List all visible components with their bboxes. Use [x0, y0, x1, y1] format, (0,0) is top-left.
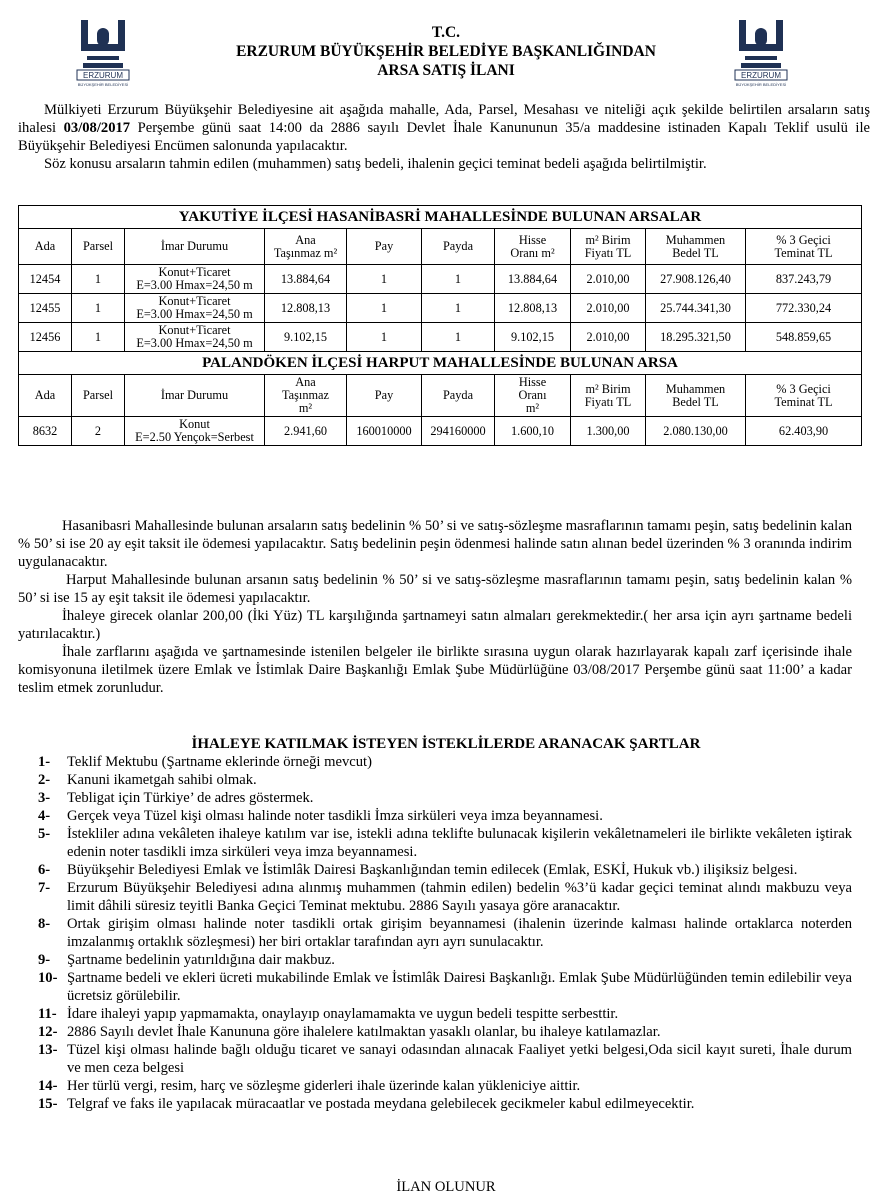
table-cell: 1: [347, 294, 422, 323]
table-row: [19, 417, 862, 446]
table-cell: 1.600,10: [495, 417, 571, 446]
column-header: Ada: [19, 229, 72, 265]
list-item: [38, 1041, 852, 1077]
table-cell: 2.010,00: [571, 323, 646, 352]
item-text: İdare ihaleyi yapıp yapmamakta, onaylayıp onaylamamakta ve uygun bedeli tespitte serbesttir.: [67, 1006, 619, 1022]
table-cell: 8632: [19, 417, 72, 446]
intro-p1-end: Perşembe günü saat 14:00 da 2886 sayılı Devlet İhale Kanununun 35/a maddesine istinaden Kapalı Teklif usulü ile Büyükşehir Belediyesi Encümen salonunda yapılacaktır.: [18, 120, 870, 154]
table-cell: 1: [347, 265, 422, 294]
header-tc: T.C.: [431, 24, 461, 41]
column-header: Pay: [347, 375, 422, 417]
column-header: m² Birim Fiyatı TL: [571, 229, 646, 265]
table-cell: 837.243,79: [746, 265, 862, 294]
table-cell: 25.744.341,30: [646, 294, 746, 323]
terms-paragraph: İhale zarflarını aşağıda ve şartnamesinde istenilen belgeler ile birlikte sırasına uygun olarak hazırlayarak kapalı zarf içerisinde ihale komisyonuna iletilmek üzere Emlak ve İstimlak Daire Başkanlığı Emlak Şube Müdürlüğüne 03/08/2017 Perşembe günü saat 11:00’ a kadar teslim etmek zorunludur.: [18, 644, 852, 696]
item-text: Şartname bedelinin yatırıldığına dair makbuz.: [67, 952, 335, 968]
list-item: [38, 1077, 852, 1095]
table-cell: 1: [72, 323, 125, 352]
column-header: % 3 Geçici Teminat TL: [746, 375, 862, 417]
table-cell: Konut+Ticaret E=3.00 Hmax=24,50 m: [125, 265, 265, 294]
item-number: 4-: [38, 808, 51, 824]
table-cell: 13.884,64: [495, 265, 571, 294]
table-cell: 12.808,13: [265, 294, 347, 323]
item-number: 14-: [38, 1078, 58, 1094]
table-cell: 548.859,65: [746, 323, 862, 352]
item-text: Her türlü vergi, resim, harç ve sözleşme giderleri ihale üzerinde kalan yükleniciye aittir.: [67, 1078, 581, 1094]
logo-subtext: BÜYÜKŞEHİR BELEDİYESİ: [735, 82, 787, 87]
column-header: Muhammen Bedel TL: [646, 375, 746, 417]
column-header: Parsel: [72, 375, 125, 417]
list-item: [38, 1023, 852, 1041]
table-cell: 27.908.126,40: [646, 265, 746, 294]
column-header: % 3 Geçici Teminat TL: [746, 229, 862, 265]
column-header: Hisse Oranı m²: [495, 375, 571, 417]
table-cell: 294160000: [422, 417, 495, 446]
table-cell: Konut+Ticaret E=3.00 Hmax=24,50 m: [125, 323, 265, 352]
table-cell: 772.330,24: [746, 294, 862, 323]
logo-text: ERZURUM: [83, 71, 123, 80]
list-item: [38, 771, 852, 789]
list-item: [38, 951, 852, 969]
table-cell: 1: [72, 294, 125, 323]
item-text: Ortak girişim olması halinde noter tasdikli ortak girişim beyannamesi (ihalenin üzerinde kalması halinde ortaklarca noterden imzalanmış ortaklık sözleşmesi) her biri ortaklar tarafından ayrı ayrı sunulacaktır.: [67, 916, 852, 950]
logo-subtext: BÜYÜKŞEHİR BELEDİYESİ: [77, 82, 129, 87]
column-header: Hisse Oranı m²: [495, 229, 571, 265]
item-text: Büyükşehir Belediyesi Emlak ve İstimlâk Dairesi Başkanlığından temin edilecek (Emlak, ESKİ, Hukuk vb.) ilişiksiz belgesi.: [67, 862, 798, 878]
table-cell: 12456: [19, 323, 72, 352]
list-item: [38, 753, 852, 771]
table-cell: 12.808,13: [495, 294, 571, 323]
item-number: 5-: [38, 826, 51, 842]
item-number: 2-: [38, 772, 51, 788]
logo-text: ERZURUM: [741, 71, 781, 80]
item-text: Telgraf ve faks ile yapılacak müracaatlar ve postada meydana gelebilecek gecikmeler kabul edilmeyecektir.: [67, 1096, 695, 1112]
lots-table: [18, 205, 862, 446]
item-number: 6-: [38, 862, 51, 878]
table-cell: 1: [72, 265, 125, 294]
column-header: Ana Taşınmaz m²: [265, 229, 347, 265]
requirements-title: İHALEYE KATILMAK İSTEYEN İSTEKLİLERDE ARANACAK ŞARTLAR: [191, 736, 701, 752]
list-item: [38, 1095, 852, 1113]
column-header: Ana Taşınmaz m²: [265, 375, 347, 417]
tender-date: 03/08/2017: [63, 120, 131, 136]
item-text: Şartname bedeli ve ekleri ücreti mukabilinde Emlak ve İstimlâk Dairesi Başkanlığı. Emlak Şube Müdürlüğünden temin edilebilir veya ücretsiz görülebilir.: [67, 970, 853, 1004]
table-cell: 1.300,00: [571, 417, 646, 446]
table-row: [19, 265, 862, 294]
item-number: 15-: [38, 1096, 58, 1112]
item-number: 7-: [38, 880, 51, 896]
table-cell: 9.102,15: [265, 323, 347, 352]
table-cell: 2.080.130,00: [646, 417, 746, 446]
item-text: Tebligat için Türkiye’ de adres göstermek.: [67, 790, 314, 806]
table-cell: 1: [422, 294, 495, 323]
item-number: 10-: [38, 970, 58, 986]
intro-paragraph-2: Söz konusu arsaların tahmin edilen (muhammen) satış bedeli, ihalenin geçici teminat bedeli aşağıda belirtilmiştir.: [44, 156, 707, 172]
terms-paragraph: Hasanibasri Mahallesinde bulunan arsaların satış bedelinin % 50’ si ve satış-sözleşme masraflarının tamamı peşin, satış bedelinin kalan % 50’ si ise 20 ay eşit taksit ile ödemesi yapılacaktır. Satış bedelinin peşin ödenmesi halinde satın alınan bedel üzerinden % 3 oranında indirim uygulanacaktır.: [18, 518, 852, 570]
header-institution: ERZURUM BÜYÜKŞEHİR BELEDİYE BAŞKANLIĞINDAN: [236, 43, 656, 60]
column-header: Payda: [422, 229, 495, 265]
section-title: PALANDÖKEN İLÇESİ HARPUT MAHALLESİNDE BULUNAN ARSA: [19, 352, 862, 375]
table-cell: 62.403,90: [746, 417, 862, 446]
table-cell: 1: [422, 265, 495, 294]
table-row: [19, 294, 862, 323]
item-number: 9-: [38, 952, 51, 968]
intro-text: [18, 101, 870, 173]
column-header: Pay: [347, 229, 422, 265]
list-item: [38, 969, 852, 1005]
item-number: 1-: [38, 754, 51, 770]
item-number: 13-: [38, 1042, 58, 1058]
item-text: Gerçek veya Tüzel kişi olması halinde noter tasdikli İmza sirküleri veya imza beyannamesi.: [67, 808, 603, 824]
closing-line: İLAN OLUNUR: [396, 1179, 496, 1195]
table-row: [19, 323, 862, 352]
table-cell: 2.010,00: [571, 265, 646, 294]
table-cell: 160010000: [347, 417, 422, 446]
column-header: Ada: [19, 375, 72, 417]
table-cell: 9.102,15: [495, 323, 571, 352]
terms-paragraph: İhaleye girecek olanlar 200,00 (İki Yüz) TL karşılığında şartnameyi satın almaları gerekmektedir.( her arsa için ayrı şartname bedeli yatırılacaktır.): [18, 608, 852, 642]
document-header: [0, 23, 892, 80]
header-title: ARSA SATIŞ İLANI: [377, 62, 515, 79]
item-text: Kanuni ikametgah sahibi olmak.: [67, 772, 257, 788]
payment-terms: [18, 517, 852, 697]
table-cell: 2.941,60: [265, 417, 347, 446]
list-item: [38, 861, 852, 879]
table-cell: 12454: [19, 265, 72, 294]
table-cell: 13.884,64: [265, 265, 347, 294]
item-number: 11-: [38, 1006, 57, 1022]
intro-paragraph-1: [18, 101, 870, 155]
list-item: [38, 825, 852, 861]
terms-paragraph: Harput Mahallesinde bulunan arsanın satış bedelinin % 50’ si ve satış-sözleşme masraflarının tamamı peşin, satış bedelinin kalan % 50’ si ise 15 ay eşit taksit ile ödemesi yapılacaktır.: [18, 572, 852, 606]
item-text: 2886 Sayılı devlet İhale Kanununa göre ihalelere katılmaktan yasaklı olanlar, bu ihaleye katılamazlar.: [67, 1024, 661, 1040]
list-item: [38, 789, 852, 807]
item-text: Tüzel kişi olması halinde bağlı olduğu ticaret ve sanayi odasından alınacak Faaliyet yetki belgesi,Oda sicil kayıt sureti, İhale durum ve men ceza belgesi: [67, 1042, 852, 1076]
item-number: 3-: [38, 790, 51, 806]
column-header: İmar Durumu: [125, 375, 265, 417]
table-cell: Konut E=2.50 Yençok=Serbest: [125, 417, 265, 446]
table-cell: Konut+Ticaret E=3.00 Hmax=24,50 m: [125, 294, 265, 323]
table-cell: 1: [347, 323, 422, 352]
item-text: Teklif Mektubu (Şartname eklerinde örneği mevcut): [67, 754, 372, 770]
column-header: İmar Durumu: [125, 229, 265, 265]
table-cell: 18.295.321,50: [646, 323, 746, 352]
item-text: İstekliler adına vekâleten ihaleye katılım var ise, istekli adına teklifte bulunacak kişilerin vekâletnameleri ile birlikte vekâleten iştirak edenin noter tasdikli imza sirküleri veya imza beyannamesi.: [67, 826, 852, 860]
requirements-list: [38, 753, 852, 1113]
column-header: Parsel: [72, 229, 125, 265]
section-title: YAKUTİYE İLÇESİ HASANİBASRİ MAHALLESİNDE BULUNAN ARSALAR: [19, 206, 862, 229]
item-number: 12-: [38, 1024, 58, 1040]
list-item: [38, 915, 852, 951]
list-item: [38, 879, 852, 915]
table-cell: 12455: [19, 294, 72, 323]
intro-p1-start: Mülkiyeti Erzurum Büyükşehir Belediyesine ait aşağıda mahalle, Ada, Parsel, Mesahası ve niteliği açık şekilde belirtilen arsaların satış ihalesi: [18, 102, 870, 136]
column-header: Payda: [422, 375, 495, 417]
column-header: Muhammen Bedel TL: [646, 229, 746, 265]
table-cell: 1: [422, 323, 495, 352]
table-cell: 2.010,00: [571, 294, 646, 323]
table-cell: 2: [72, 417, 125, 446]
item-text: Erzurum Büyükşehir Belediyesi adına alınmış muhammen (tahmin edilen) bedelin %3’ü kadar geçici teminat alındı makbuzu veya limit dâhili süresiz teyitli Banka Geçici Teminat mektubu. 2886 Sayılı yasaya göre aranacaktır.: [67, 880, 852, 914]
item-number: 8-: [38, 916, 51, 932]
list-item: [38, 1005, 852, 1023]
list-item: [38, 807, 852, 825]
column-header: m² Birim Fiyatı TL: [571, 375, 646, 417]
